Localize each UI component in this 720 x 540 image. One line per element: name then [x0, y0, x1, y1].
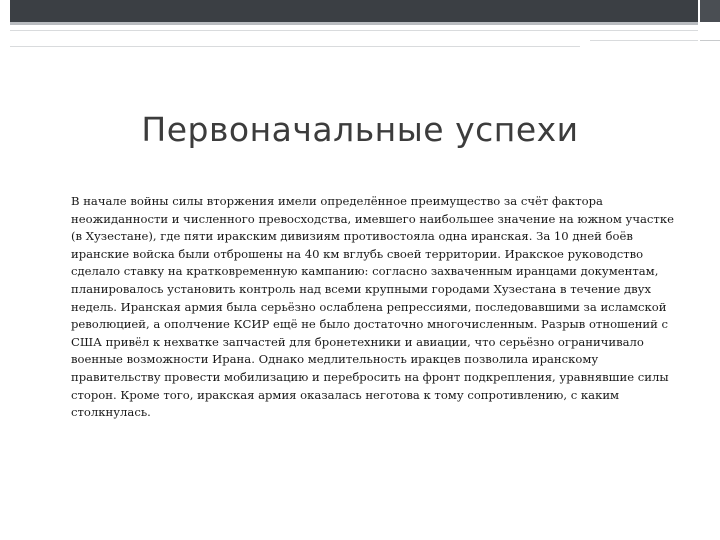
header-dark-block — [10, 0, 698, 22]
decorative-rule — [10, 46, 580, 47]
slide-title: Первоначальные успехи — [141, 110, 579, 149]
slide-body-text: В начале войны силы вторжения имели определённое преимущество за счёт фактора неожиданности и численного превосходства, имевшего наибольшее значение на южном участке (в Хузестане), где пяти иракским дивизиям противостояла одна иранская. За 10 дней боёв иранские войска были отброшены на 40 км вглубь своей территории. Иракское руководство сделало ставку на кратковременную кампанию: согласно захваченным иранцами документам, планировалось установить контроль над всеми крупными городами Хузестана в течение двух недель. Иранская армия была серьёзно ослаблена репрессиями, последовавшими за исламской революцией, а ополчение КСИР ещё не было достаточно многочисленным. Разрыв отношений с США привёл к нехватке запчастей для бронетехники и авиации, что серьёзно ограничивало военные возможности Ирана. Однако медлительность иракцев позволила иранскому правительству провести мобилизацию и перебросить на фронт подкрепления, уравнявшие силы сторон. Кроме того, иракская армия оказалась неготова к тому сопротивлению, с каким столкнулась. — [71, 194, 674, 420]
header-accent-line — [10, 22, 698, 25]
decorative-rule — [10, 30, 698, 31]
decorative-rule — [590, 40, 698, 41]
decorative-rule — [700, 40, 720, 41]
header-corner-block — [700, 0, 720, 22]
